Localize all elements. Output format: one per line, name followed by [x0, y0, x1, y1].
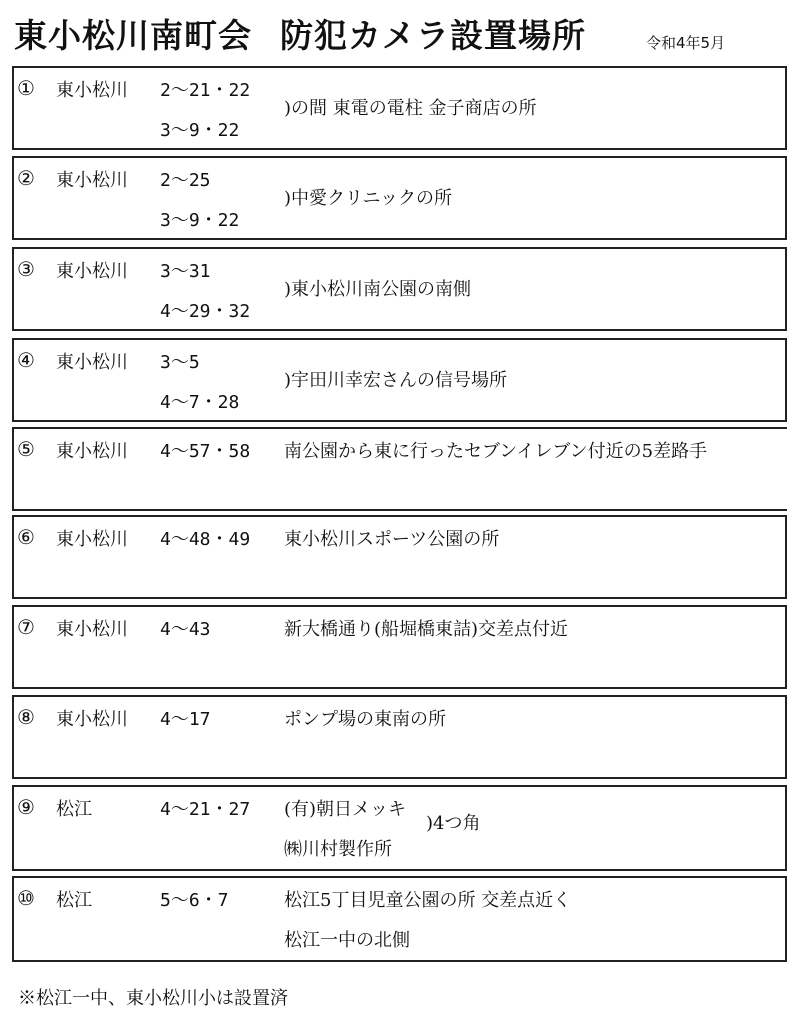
row-number: ③ [17, 257, 35, 281]
row-address: 4〜48・49 [160, 529, 251, 550]
row-number: ④ [17, 348, 35, 372]
row-address: 3〜5 [160, 352, 200, 373]
issue-date: 令和4年5月 [646, 34, 726, 52]
row-number: ⑩ [17, 886, 35, 910]
row-address-2: 3〜9・22 [160, 210, 240, 231]
row-number: ⑧ [17, 705, 35, 729]
row-address-2: 3〜9・22 [160, 120, 240, 141]
row-address-2: 4〜7・28 [160, 392, 240, 413]
row-address: 4〜57・58 [160, 441, 251, 462]
row-number: ⑤ [17, 437, 35, 461]
title-org: 東小松川南町会 [14, 16, 252, 55]
table-row [12, 156, 787, 240]
row-address: 2〜21・22 [160, 80, 251, 101]
row-address: 3〜31 [160, 261, 211, 282]
table-row [12, 695, 787, 779]
row-location: )の間 東電の電柱 金子商店の所 [284, 98, 537, 119]
row-location-2: 松江一中の北側 [284, 930, 410, 951]
row-location: 新大橋通り(船堀橋東詰)交差点付近 [284, 619, 569, 640]
table-row [12, 605, 787, 689]
table-row [12, 785, 787, 871]
row-number: ② [17, 166, 35, 190]
row-area: 松江 [56, 890, 92, 911]
row-number: ① [17, 76, 35, 100]
row-location: 東小松川スポーツ公園の所 [284, 529, 500, 550]
row-location: )中愛クリニックの所 [284, 188, 452, 209]
row-address-2: 4〜29・32 [160, 301, 251, 322]
table-row [12, 338, 787, 422]
table-row [12, 247, 787, 331]
row-location: )宇田川幸宏さんの信号場所 [284, 370, 508, 391]
row-area: 東小松川 [56, 170, 128, 191]
row-area: 東小松川 [56, 441, 128, 462]
row-number: ⑨ [17, 795, 35, 819]
row-area: 東小松川 [56, 261, 128, 282]
row-area: 東小松川 [56, 709, 128, 730]
table-row [12, 876, 787, 962]
row-number: ⑥ [17, 525, 35, 549]
title-subject: 防犯カメラ設置場所 [280, 16, 586, 55]
table-row [12, 515, 787, 599]
row-area: 東小松川 [56, 352, 128, 373]
row-area: 松江 [56, 799, 92, 820]
row-address: 4〜21・27 [160, 799, 251, 820]
row-address: 2〜25 [160, 170, 211, 191]
row-location: ポンプ場の東南の所 [284, 709, 446, 730]
row-location: 松江5丁目児童公園の所 交差点近く [284, 890, 572, 911]
row-address: 5〜6・7 [160, 890, 229, 911]
page-title [14, 10, 586, 57]
row-area: 東小松川 [56, 529, 128, 550]
table-row [12, 66, 787, 150]
footnote: ※松江一中、東小松川小は設置済 [18, 988, 288, 1009]
row-number: ⑦ [17, 615, 35, 639]
row-area: 東小松川 [56, 80, 128, 101]
row-location-suffix: )4つ角 [426, 813, 481, 834]
row-address: 4〜17 [160, 709, 211, 730]
row-location: 南公園から東に行ったセブンイレブン付近の5差路手 [284, 441, 708, 462]
row-area: 東小松川 [56, 619, 128, 640]
row-location-2: ㈱川村製作所 [284, 839, 392, 860]
table-row [12, 427, 787, 511]
row-location: (有)朝日メッキ [284, 799, 407, 820]
row-location: )東小松川南公園の南側 [284, 279, 472, 300]
row-address: 4〜43 [160, 619, 211, 640]
